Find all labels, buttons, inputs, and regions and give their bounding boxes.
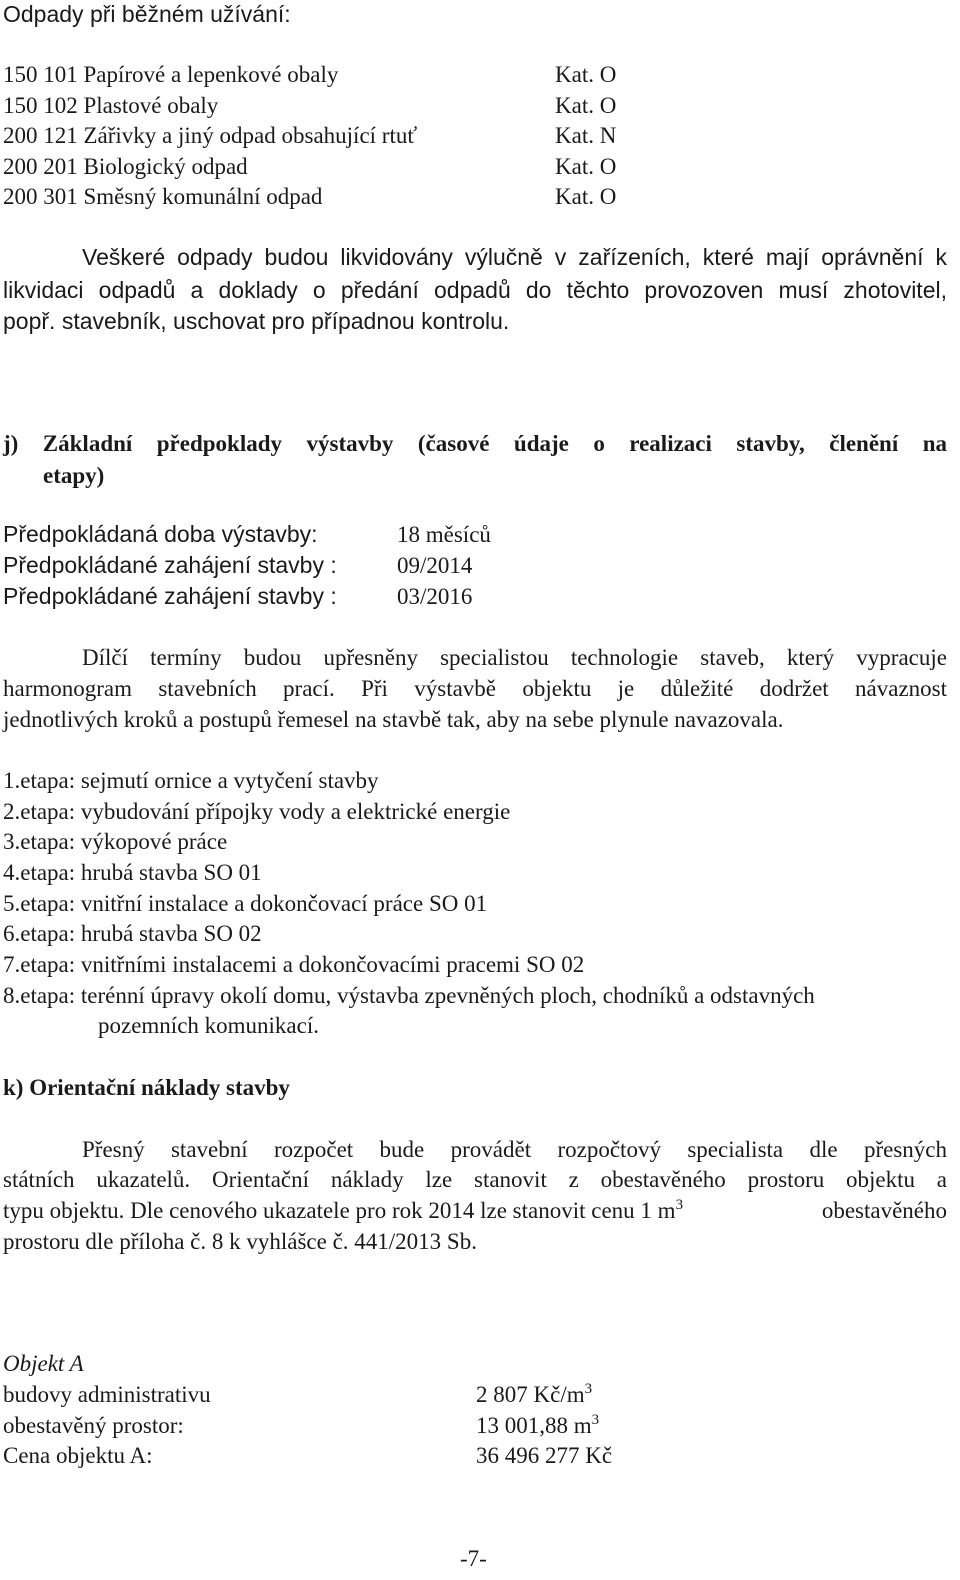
stage-item: 2.etapa: vybudování přípojky vody a elektrické energie [3, 799, 511, 824]
stage-item: 3.etapa: výkopové práce [3, 829, 228, 854]
object-label: Cena objektu A: [3, 1443, 153, 1468]
paragraph-line: harmonogram stavebních prací. Při výstavbě objektu je důležité dodržet návaznost [3, 676, 947, 701]
paragraph-line-start [3, 1199, 683, 1222]
waste-heading: Odpady při běžném užívání: [3, 1, 291, 27]
paragraph-line: popř. stavebník, uschovat pro případnou kontrolu. [3, 308, 510, 334]
object-value-text: 36 496 277 Kč [476, 1443, 613, 1468]
paragraph-line: státních ukazatelů. Orientační náklady lze stanovit z obestavěného prostoru objektu a [3, 1167, 947, 1192]
waste-item-code: 150 101 Papírové a lepenkové obaly [3, 62, 339, 87]
waste-item-category: Kat. O [555, 154, 617, 179]
waste-item-category: Kat. N [555, 123, 617, 148]
waste-item-code: 200 301 Směsný komunální odpad [3, 184, 323, 209]
object-value [476, 1383, 592, 1406]
stage-item: 7.etapa: vnitřními instalacemi a dokončovacími pracemi SO 02 [3, 952, 585, 977]
section-j-heading: j) Základní předpoklady výstavby (časové údaje o realizaci stavby, členění na [3, 431, 947, 456]
superscript: 3 [591, 1412, 600, 1428]
paragraph-line: likvidaci odpadů a doklady o předání odpadů do těchto provozoven musí zhotovitel, [3, 277, 947, 303]
paragraph-line: Přesný stavební rozpočet bude provádět rozpočtový specialista dle přesných [82, 1137, 947, 1162]
paragraph-text: typu objektu. Dle cenového ukazatele pro rok 2014 lze stanovit cenu 1 m [3, 1198, 676, 1223]
schedule-value: 09/2014 [397, 553, 473, 578]
schedule-label: Předpokládané zahájení stavby : [3, 552, 337, 578]
waste-item-code: 200 201 Biologický odpad [3, 154, 248, 179]
stage-item: 5.etapa: vnitřní instalace a dokončovací práce SO 01 [3, 891, 488, 916]
stage-item: 4.etapa: hrubá stavba SO 01 [3, 860, 262, 885]
page-number: -7- [460, 1546, 487, 1571]
waste-item-code: 150 102 Plastové obaly [3, 93, 219, 118]
paragraph-line-end: obestavěného [821, 1198, 947, 1223]
object-value [476, 1444, 612, 1467]
paragraph-line: jednotlivých kroků a postupů řemesel na stavbě tak, aby na sebe plynule navazovala. [3, 707, 784, 732]
paragraph-line: Dílčí termíny budou upřesněny specialistou technologie staveb, který vypracuje [82, 645, 947, 670]
paragraph-line: Veškeré odpady budou likvidovány výlučně v zařízeních, které mají oprávnění k [82, 244, 947, 270]
superscript: 3 [675, 1197, 684, 1213]
schedule-value: 03/2016 [397, 584, 473, 609]
paragraph-line [3, 1199, 947, 1222]
section-j-heading-cont: etapy) [43, 463, 105, 488]
object-value-text: 13 001,88 m [476, 1413, 592, 1438]
paragraph-line: prostoru dle příloha č. 8 k vyhlášce č. 441/2013 Sb. [3, 1229, 477, 1254]
object-label: budovy administrativu [3, 1382, 211, 1407]
object-value-text: 2 807 Kč/m [476, 1382, 585, 1407]
waste-item-code: 200 121 Zářivky a jiný odpad obsahující rtuť [3, 123, 418, 148]
stage-item-cont: pozemních komunikací. [98, 1013, 319, 1038]
stage-item: 6.etapa: hrubá stavba SO 02 [3, 921, 262, 946]
superscript: 3 [584, 1381, 593, 1397]
schedule-label: Předpokládaná doba výstavby: [3, 521, 318, 547]
section-k-heading: k) Orientační náklady stavby [3, 1075, 290, 1100]
waste-item-category: Kat. O [555, 62, 617, 87]
schedule-value: 18 měsíců [397, 522, 491, 547]
object-a-title: Objekt A [3, 1351, 84, 1376]
object-value [476, 1414, 599, 1437]
stage-item: 1.etapa: sejmutí ornice a vytyčení stavby [3, 768, 379, 793]
schedule-label: Předpokládané zahájení stavby : [3, 583, 337, 609]
stage-item: 8.etapa: terénní úpravy okolí domu, výstavba zpevněných ploch, chodníků a odstavných [3, 983, 815, 1008]
waste-item-category: Kat. O [555, 184, 617, 209]
waste-item-category: Kat. O [555, 93, 617, 118]
object-label: obestavěný prostor: [3, 1413, 184, 1438]
